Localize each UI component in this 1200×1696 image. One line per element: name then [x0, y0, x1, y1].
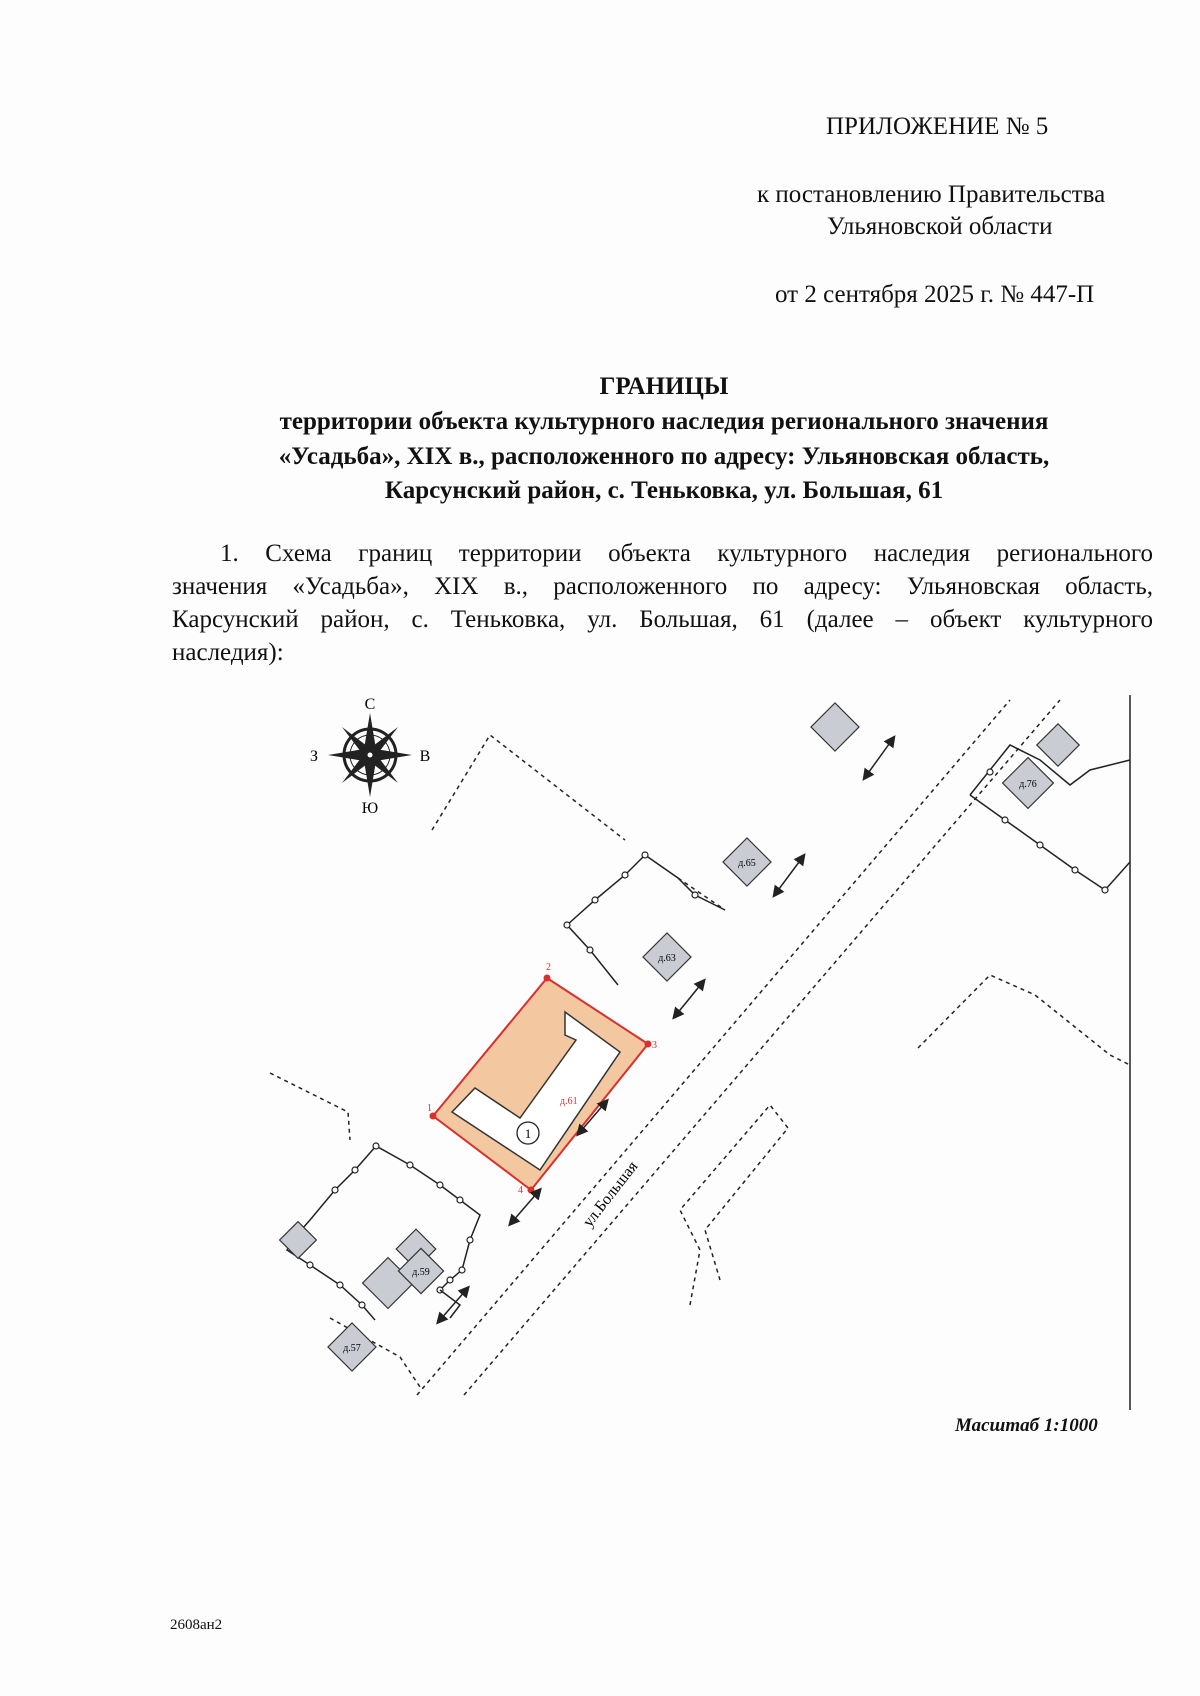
building-footprint — [280, 1222, 317, 1259]
entrance-arrow — [512, 1192, 538, 1222]
compass-north-label: С — [364, 696, 376, 713]
appendix-date-line: от 2 сентября 2025 г. № 447-П — [775, 281, 1095, 308]
compass-west-label: З — [309, 748, 319, 765]
house-label: д.61 — [560, 1096, 578, 1107]
house-label: д.57 — [343, 1343, 361, 1354]
neighbor-plot-fence — [567, 855, 645, 985]
appendix-reference-line-1: к постановлению Правительства — [757, 181, 1106, 208]
house-label: д.63 — [658, 953, 676, 964]
neighbor-plot-fence — [440, 1290, 460, 1318]
boundary-point-label: 3 — [652, 1040, 657, 1051]
house-label: д.59 — [412, 1267, 430, 1278]
map-scale-label: Масштаб 1:1000 — [955, 1415, 1098, 1436]
document-subtitle-line-1: территории объекта культурного наследия регионального значения — [279, 408, 1049, 435]
paragraph-scheme-description — [172, 537, 1153, 669]
building-house-65 — [723, 838, 771, 886]
paragraph-line: 1. Схема границ территории объекта культурного наследия регионального — [220, 540, 1153, 567]
compass-east-label: В — [419, 748, 431, 765]
document-code: 2608ан2 — [170, 1617, 223, 1633]
neighbor-plot-boundary — [270, 1073, 350, 1140]
neighbor-plot-boundary — [680, 1105, 788, 1305]
neighbor-plot-boundary — [918, 975, 1130, 1065]
compass-south-label: Ю — [361, 800, 379, 817]
building-house-63 — [643, 933, 691, 981]
entrance-arrow — [676, 983, 702, 1015]
house-label: д.65 — [738, 858, 756, 869]
compass-rose — [310, 696, 430, 817]
fence-posts — [564, 852, 698, 953]
boundary-point-label: 1 — [427, 1103, 432, 1114]
boundary-point-label: 4 — [518, 1185, 523, 1196]
paragraph-line: значения «Усадьба», XIX в., расположенного по адресу: Ульяновская область, — [172, 573, 1153, 600]
appendix-reference-line-2: Ульяновской области — [827, 213, 1053, 240]
neighbor-plot-boundary — [432, 735, 625, 840]
neighbor-plot-boundary — [678, 878, 725, 910]
building-house-57 — [328, 1323, 376, 1371]
object-marker-label: 1 — [524, 1126, 532, 1141]
document-subtitle-line-3: Карсунский район, с. Теньковка, ул. Большая, 61 — [384, 477, 944, 504]
paragraph-line: Карсунский район, с. Теньковка, ул. Большая, 61 (далее – объект культурного — [172, 606, 1153, 633]
paragraph-line: наследия): — [172, 639, 284, 666]
neighbor-plot-fence — [970, 795, 1130, 890]
entrance-arrow — [440, 1290, 466, 1320]
entrance-arrow — [866, 740, 892, 776]
entrance-arrow — [776, 858, 802, 893]
street-label: ул.Большая — [579, 1158, 642, 1231]
document-subtitle-line-2: «Усадьба», XIX в., расположенного по адресу: Ульяновская область, — [278, 443, 1050, 470]
boundary-scheme-map — [0, 680, 1200, 1440]
building-footprint — [1037, 724, 1079, 766]
appendix-title: ПРИЛОЖЕНИЕ № 5 — [826, 113, 1049, 140]
building-footprint — [811, 703, 859, 751]
document-heading: ГРАНИЦЫ — [599, 373, 729, 400]
boundary-point-label: 2 — [546, 962, 551, 973]
house-label: д.76 — [1019, 779, 1037, 790]
